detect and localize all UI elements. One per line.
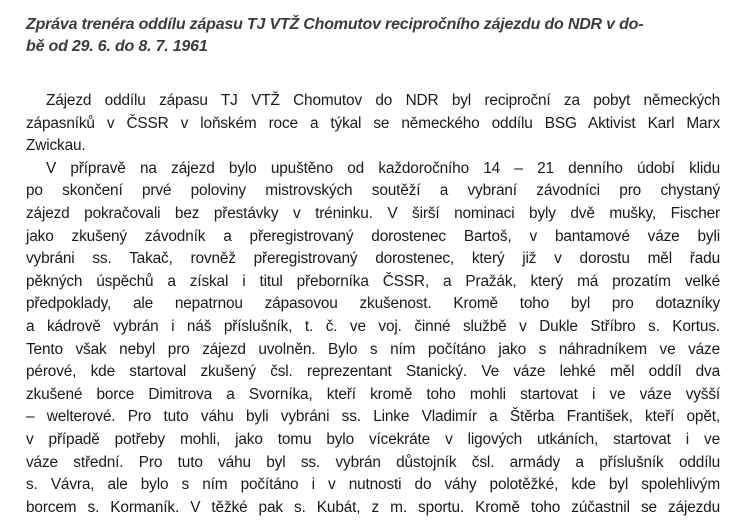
text-line: váze střední. Pro tuto váhu byl ss. vybrán důstojník čsl. armády a příslušník oddílu: [26, 453, 720, 471]
text-line: pěkných úspěchů a získal i titul přeborníka ČSSR, a Pražák, který má prozatím velké: [26, 272, 720, 290]
text-line: a kádrově vybrán i náš příslušník, t. č. ve voj. činné službě v Dukle Stříbro s. Kortus.: [26, 317, 720, 335]
heading-line: bě od 29. 6. do 8. 7. 1961: [26, 38, 208, 55]
text-line: předpoklady, ale nepatrnou zápasovou zkušenost. Kromě toho byl pro dotazníky: [26, 295, 720, 313]
paragraph-intro: [26, 90, 720, 158]
text-line: jako zkušený závodník a přeregistrovaný dorostenec Bartoš, v bantamové váze byli: [26, 227, 720, 245]
text-line: – welterové. Pro tuto váhu byli vybráni ss. Linke Vladimír a Štěrba František, kteří opět,: [26, 408, 720, 426]
text-line: s. Vávra, ale bylo s ním počítáno i v nutnosti do váhy polotěžké, kde byl spolehlivým: [26, 476, 720, 494]
text-line: pérové, kde startoval zkušený čsl. reprezentant Stanický. Ve váze lehké měl oddíl dva: [26, 363, 720, 381]
document-body: [26, 90, 720, 519]
text-line: po skončení prvé poloviny mistrovských soutěží a vybraní závodníci pro chystaný: [26, 182, 720, 200]
text-line: Tento však nebyl pro zájezd uvolněn. Bylo s ním počítáno jako s náhradníkem ve váze: [26, 340, 720, 358]
paragraph-preparation: [26, 158, 720, 520]
text-line: zájezd pokračovali bez přestávky v tréninku. V širší nominaci byly dvě mušky, Fischer: [26, 204, 720, 222]
text-line: zápasníků v ČSSR v loňském roce a týkal se německého oddílu BSG Aktivist Karl Marx: [26, 114, 720, 132]
document-heading: [26, 14, 716, 58]
heading-line: Zpráva trenéra oddílu zápasu TJ VTŽ Chomutov recipročního zájezdu do NDR v do-: [26, 16, 644, 33]
text-line: vybráni ss. Takač, rovněž přeregistrovaný dorostenec, který již v dorostu měl řadu: [26, 250, 720, 268]
text-line: Zájezd oddílu zápasu TJ VTŽ Chomutov do NDR byl reciproční za pobyt německých: [46, 92, 720, 109]
text-line: v případě potřeby mohli, jako tomu bylo vícekráte v ligových utkáních, startovat i ve: [26, 430, 720, 448]
text-line: zkušené borce Dimitrova a Svorníka, kteří kromě toho mohli startovat i ve váze vyšší: [26, 385, 720, 403]
text-line: borcem s. Kormaník. V těžké pak s. Kubát, z m. sportu. Kromě toho zúčastnil se zájezdu: [26, 498, 720, 516]
text-line: V přípravě na zájezd bylo upuštěno od každoročního 14 – 21 denního údobí klidu: [46, 159, 720, 177]
text-line: Zwickau.: [26, 137, 86, 155]
